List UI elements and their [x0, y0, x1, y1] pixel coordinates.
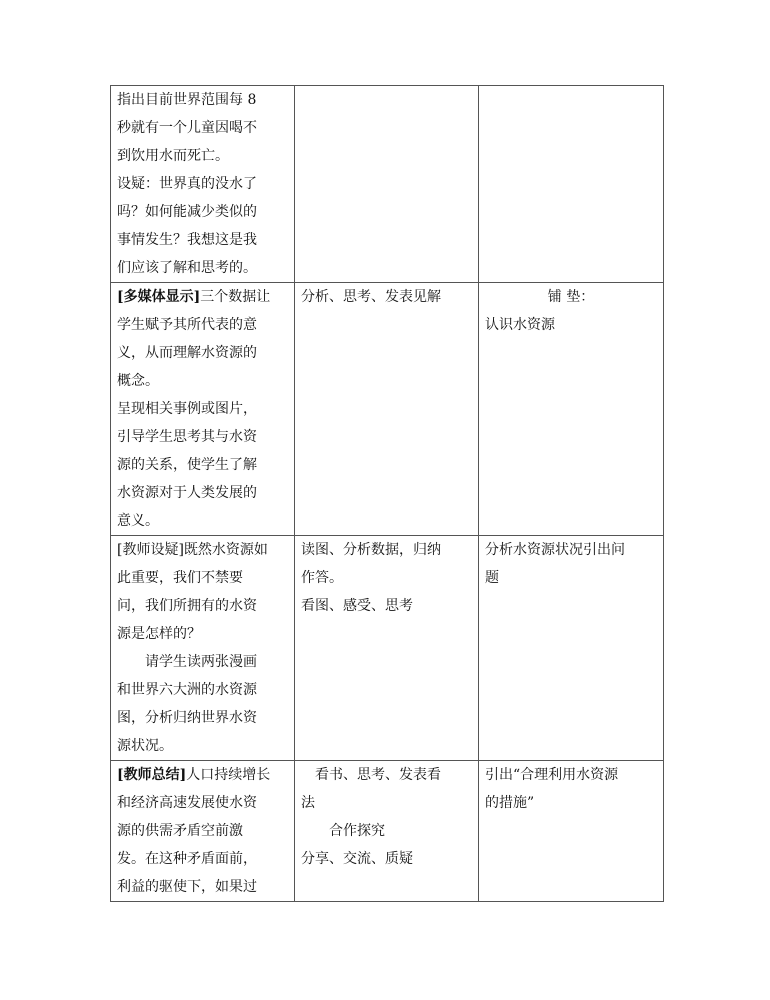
cell-line: 看图、感受、思考 [301, 598, 413, 614]
cell-text: 三个数据让 [200, 289, 271, 305]
cell-line: 义，从而理解水资源的 [117, 345, 257, 361]
cell-line: 发。在这种矛盾面前， [117, 851, 257, 867]
cell-heading: 铺 垫： [547, 289, 595, 305]
student-activity-cell [295, 761, 479, 902]
cell-text: 人口持续增长 [186, 767, 271, 783]
cell-line: 问，我们所拥有的水资 [117, 598, 257, 614]
cell-line: 图，分析归纳世界水资 [117, 710, 257, 726]
student-activity-cell [295, 283, 479, 536]
cell-line: 源状况。 [117, 738, 173, 754]
cell-line: 请学生读两张漫画 [145, 654, 257, 670]
teacher-activity-cell [111, 86, 295, 283]
teacher-activity-cell [111, 761, 295, 902]
cell-line [117, 761, 288, 789]
cell-line: 概念。 [117, 373, 159, 389]
design-intent-cell [479, 283, 664, 536]
design-intent-cell [479, 761, 664, 902]
cell-line: 源的供需矛盾空前激 [117, 823, 243, 839]
cell-line: 题 [485, 570, 499, 586]
cell-line: 合作探究 [329, 823, 385, 839]
cell-line: 和世界六大洲的水资源 [117, 682, 257, 698]
table-row [111, 86, 664, 283]
cell-line: 吗？如何能减少类似的 [117, 204, 257, 220]
cell-line: 看书、思考、发表看 [315, 767, 441, 783]
table-row [111, 283, 664, 536]
design-intent-cell [479, 86, 664, 283]
cell-line: 法 [301, 795, 315, 811]
cell-line: 源的关系，使学生了解 [117, 457, 257, 473]
cell-line: 水资源对于人类发展的 [117, 485, 257, 501]
cell-line: 和经济高速发展使水资 [117, 795, 257, 811]
cell-line: 作答。 [301, 570, 343, 586]
cell-line: 们应该了解和思考的。 [117, 260, 257, 276]
student-activity-cell [295, 86, 479, 283]
teacher-activity-cell [111, 283, 295, 536]
cell-line: 分享、交流、质疑 [301, 851, 413, 867]
cell-line: 引出“合理利用水资源 [485, 767, 619, 783]
cell-line: 分析、思考、发表见解 [301, 289, 441, 305]
cell-line: 设疑：世界真的没水了 [117, 176, 257, 192]
section-tag: [多媒体显示] [117, 289, 201, 305]
cell-line: 读图、分析数据，归纳 [301, 542, 441, 558]
table-row [111, 761, 664, 902]
cell-line: 意义。 [117, 513, 159, 529]
cell-line: 秒就有一个儿童因喝不 [117, 120, 257, 136]
cell-line: 的措施” [485, 795, 535, 811]
cell-line: 引导学生思考其与水资 [117, 429, 257, 445]
table-row [111, 536, 664, 761]
cell-line: 利益的驱使下，如果过 [117, 879, 257, 895]
cell-line: 指出目前世界范围每 8 [117, 92, 257, 108]
cell-line: 学生赋予其所代表的意 [117, 317, 257, 333]
cell-line: 分析水资源状况引出问 [485, 542, 625, 558]
cell-line: 此重要，我们不禁要 [117, 570, 243, 586]
cell-line: [教师设疑]既然水资源如 [117, 542, 268, 558]
lesson-plan-table [110, 85, 664, 902]
cell-line: 到饮用水而死亡。 [117, 148, 229, 164]
cell-line: 事情发生？我想这是我 [117, 232, 257, 248]
design-intent-cell [479, 536, 664, 761]
cell-line: 源是怎样的？ [117, 626, 201, 642]
student-activity-cell [295, 536, 479, 761]
teacher-activity-cell [111, 536, 295, 761]
section-tag: [教师总结] [117, 767, 187, 783]
cell-line: 呈现相关事例或图片， [117, 401, 257, 417]
cell-line [117, 283, 288, 311]
cell-line: 认识水资源 [485, 317, 555, 333]
